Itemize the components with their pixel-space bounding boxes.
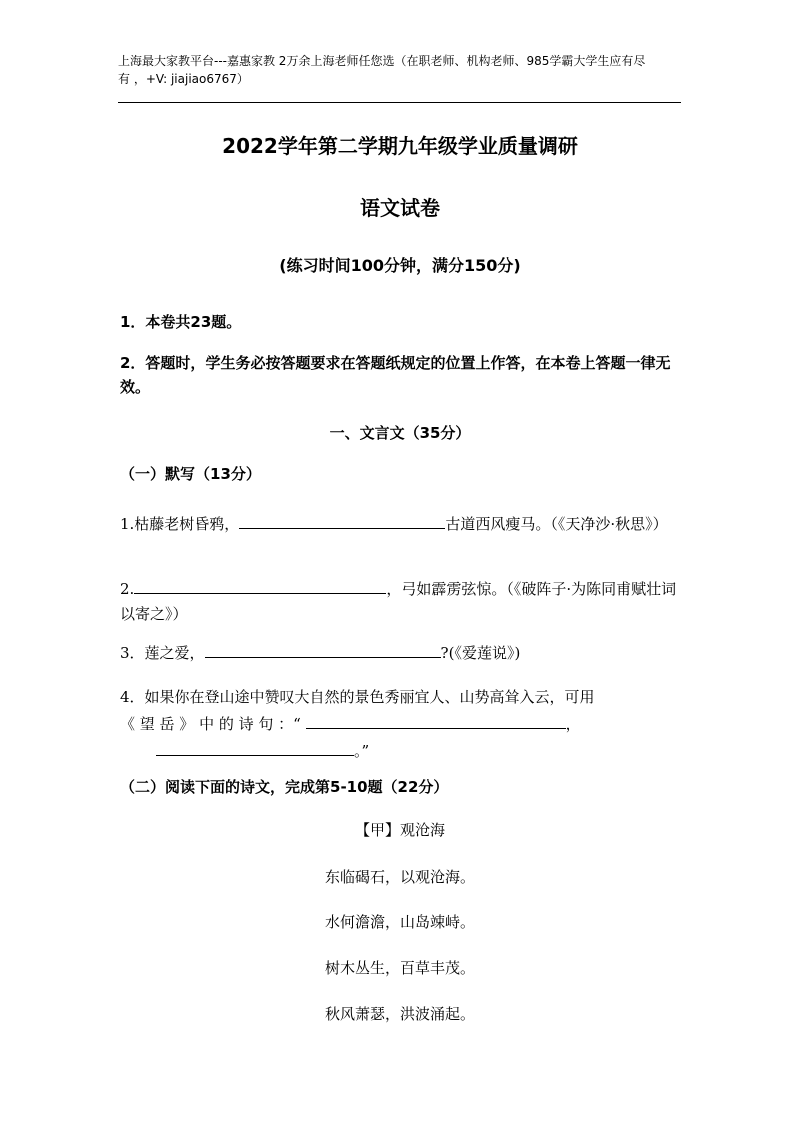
question-2	[120, 575, 682, 627]
section-title: 一、文言文（35分）	[329, 424, 471, 442]
page-header	[118, 52, 683, 88]
poem-line: 秋风萧瑟，洪波涌起。	[324, 1005, 475, 1023]
answer-blank-3[interactable]	[205, 639, 441, 658]
exam-title: 2022学年第二学期九年级学业质量调研	[222, 134, 578, 158]
poem-line: 东临碣石，以观沧海。	[324, 868, 475, 886]
exam-meta: (练习时间100分钟，满分150分)	[279, 256, 521, 275]
answer-blank-1[interactable]	[239, 510, 445, 529]
header-line-2: 有 ，+V: jiajiao6767）	[118, 72, 249, 86]
note-1: 1．本卷共23题。	[120, 313, 242, 331]
part-1-title: （一）默写（13分）	[120, 465, 261, 483]
header-divider	[118, 102, 681, 103]
answer-blank-4b[interactable]	[156, 737, 354, 756]
question-4-comma: ，	[565, 715, 581, 733]
question-2-prefix: 2.	[120, 580, 135, 598]
header-line-1: 上海最大家教平台---嘉惠家教 2万余上海老师任您选（在职老师、机构老师、985学霸大学生应有尽	[118, 54, 646, 68]
exam-subtitle: 语文试卷	[360, 196, 440, 220]
poem-title: 【甲】观沧海	[354, 821, 445, 839]
answer-blank-2[interactable]	[134, 575, 386, 594]
question-4-line-2	[120, 710, 682, 737]
answer-blank-4a[interactable]	[306, 710, 566, 729]
question-4	[120, 685, 682, 764]
question-2-suffix: ，弓如霹雳弦惊。（《破阵子·为陈同甫赋壮词以寄之》）	[120, 580, 677, 623]
question-4-end: 。”	[354, 742, 370, 760]
question-1	[120, 510, 682, 537]
question-4-quote: 《 望 岳 》 中 的 诗 句 ：“	[120, 715, 301, 733]
poem-line: 树木丛生，百草丰茂。	[324, 959, 475, 977]
question-4-line-1: 4．如果你在登山途中赞叹大自然的景色秀丽宜人、山势高耸入云，可用	[120, 688, 595, 706]
question-4-line-3	[120, 737, 682, 764]
part-2-title: （二）阅读下面的诗文，完成第5-10题（22分）	[120, 778, 449, 796]
question-3-prefix: 3．莲之爱，	[120, 644, 205, 662]
poem-line: 水何澹澹，山岛竦峙。	[324, 913, 475, 931]
question-3	[120, 639, 682, 666]
question-1-suffix: 古道西风瘦马。（《天净沙·秋思》）	[445, 515, 668, 533]
question-1-prefix: 1.枯藤老树昏鸦，	[120, 515, 240, 533]
question-3-suffix: ?(《爱莲说》)	[440, 644, 521, 662]
note-2: 2．答题时，学生务必按答题要求在答题纸规定的位置上作答，在本卷上答题一律无效。	[120, 354, 671, 396]
